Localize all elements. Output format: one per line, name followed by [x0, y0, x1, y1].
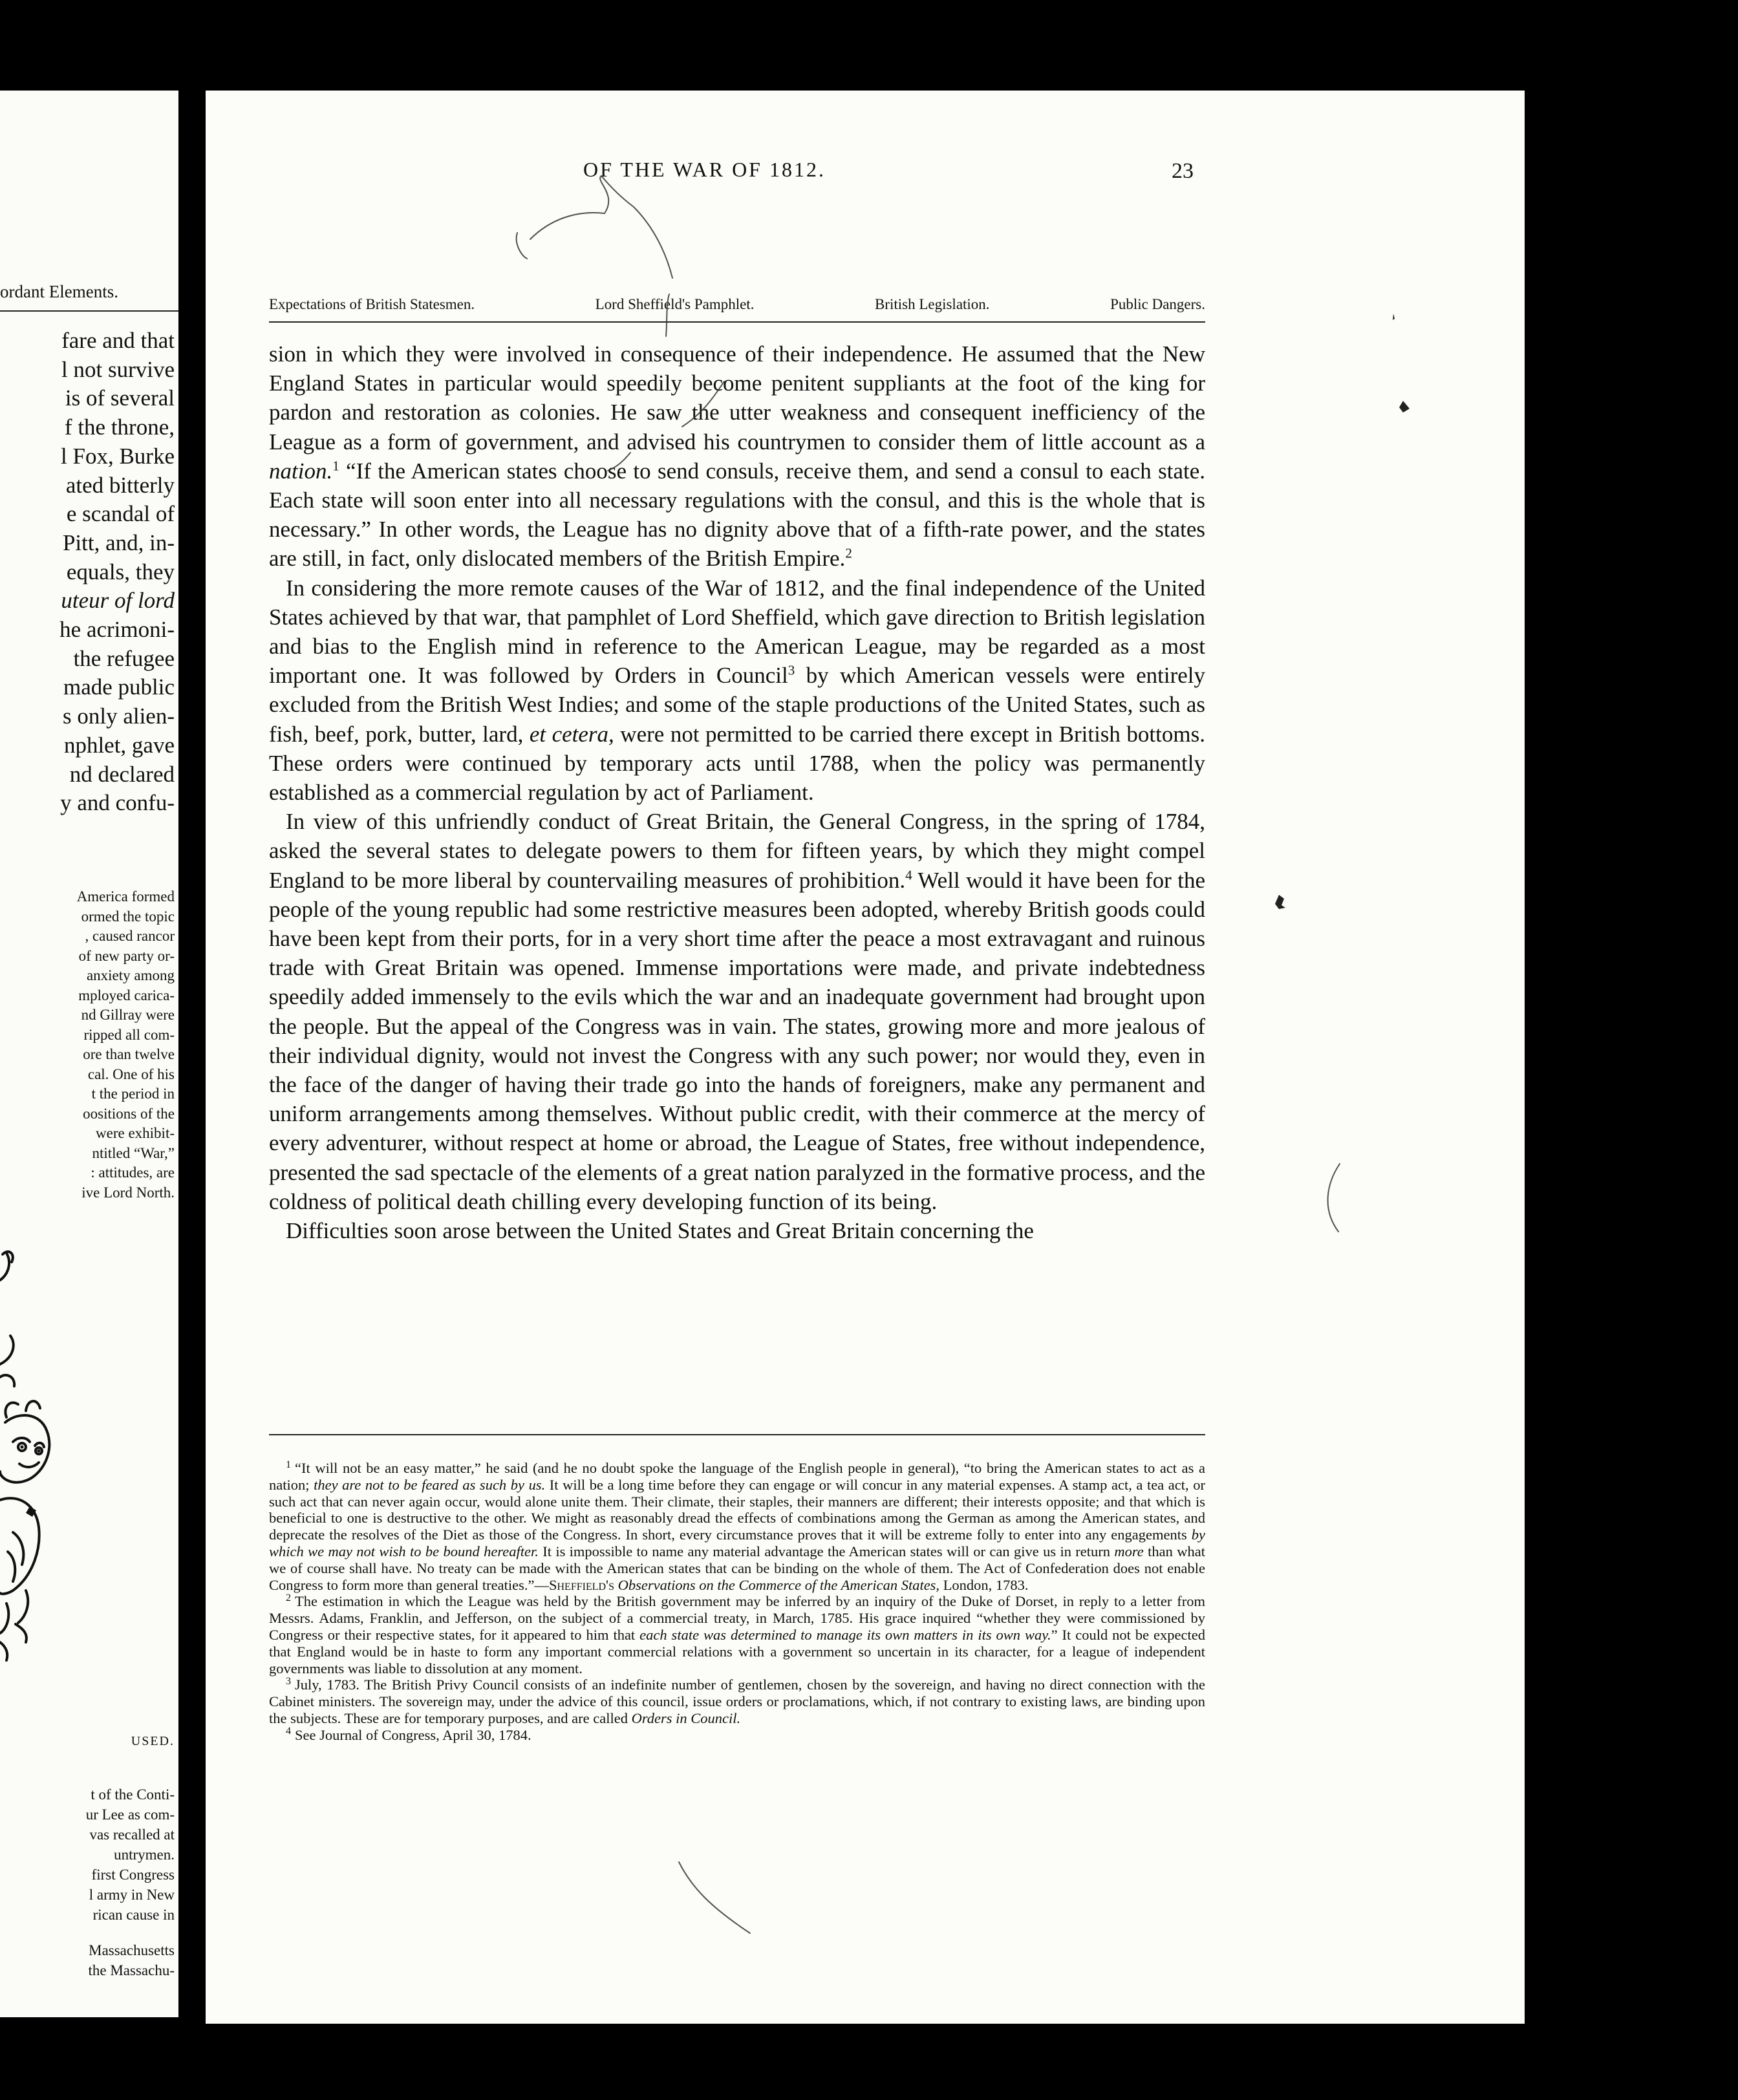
emphasis: each state was determined to manage its own matters in its own way.: [639, 1626, 1051, 1643]
left-line: y and confu-: [60, 790, 175, 816]
left-small-line: , caused rancor: [85, 928, 175, 944]
topic-item: Public Dangers.: [1110, 296, 1205, 312]
emphasis: et cetera,: [529, 721, 614, 747]
topic-item: Expectations of British Statesmen.: [269, 296, 475, 312]
left-line: nd declared: [69, 761, 175, 787]
footnote-text: than what we of course shall have. No treaty can be made with the American states that can be binding on the whole of them. The Act of Confederation does not enable Congress to form more than general treaties.”—: [269, 1543, 1206, 1593]
left-foot-line: Massachusetts: [89, 1942, 175, 1958]
left-line: he acrimoni-: [59, 617, 175, 643]
emphasis: nation.: [269, 458, 333, 484]
paragraph-text: Well would it have been for the people of the young republic had some restrictive measures been adopted, whereby British goods could have been kept from their ports, for in a very short time after the peace a most extravagant and ruinous trade with Great Britain was opened. Immense importations were made, and private indebtedness speedily added immensely to the evils which the war and an inadequate government had brought upon the people. But the appeal of the Congress was in vain. The states, growing more and more jealous of their individual dignity, would not invest the Congress with any such power; nor would they, even in the face of the danger of having their trade go into the hands of foreigners, make any permanent and uniform arrangements among themselves. Without public credit, with their commerce at the mercy of every adventurer, without respect at home or abroad, the League of States, free without independence, presented the sad spectacle of the elements of a great nation paralyzed in the formative process, and the coldness of political death chilling every developing function of its being.: [269, 867, 1206, 1214]
left-page-header: ordant Elements.: [0, 282, 118, 301]
left-line: Pitt, and, in-: [62, 530, 175, 555]
left-small-line: t the period in: [91, 1086, 175, 1102]
left-line: the refugee: [73, 645, 175, 671]
left-small-line: ore than twelve: [83, 1046, 175, 1062]
paragraph-text: were not permitted to be carried there except in British bottoms. These orders were continued by temporary acts until 1788, when the policy was permanently established as a commercial regulation by act of Parliament.: [269, 721, 1205, 806]
paragraph-text: Difficulties soon arose between the United States and Great Britain concerning the: [286, 1218, 1034, 1244]
running-title: OF THE WAR OF 1812.: [583, 158, 826, 181]
footnote-text: July, 1783. The British Privy Council consists of an indefinite number of gentlemen, chosen by the sovereign, and having no direct connection with the Cabinet ministers. The sovereign may, under the advice of this council, issue orders or proclamations, which, if not contrary to existing laws, are binding upon the subjects. These are for temporary purposes, and are called: [269, 1677, 1205, 1726]
left-small-line: anxiety among: [86, 967, 175, 983]
left-line: l Fox, Burke: [61, 443, 175, 469]
footnote-ref: 2: [845, 545, 852, 561]
emphasis: Orders in Council.: [631, 1709, 741, 1726]
paragraph-text: sion in which they were involved in consequence of their independence. He assumed that the New England States in particular would speedily become penitent suppliants at the foot of the king for pardon and restoration as colonies. He saw the utter weakness and consequent inefficiency of the League as a form of government, and advised his countrymen to consider them of little account as a: [269, 341, 1205, 455]
left-line: ated bitterly: [65, 472, 175, 498]
paragraph-text: by which American vessels were entirely excluded from the British West Indies; and some of the staple productions of the United States, such as fish, beef, pork, butter, lard,: [269, 663, 1206, 747]
footnote-mark: 4: [286, 1726, 291, 1737]
left-line-text: uteur of lord: [61, 588, 175, 614]
left-foot-line: first Congress: [91, 1867, 175, 1883]
footnote-mark: 1: [286, 1459, 291, 1470]
footnote-text: London, 1783.: [939, 1576, 1029, 1593]
footnote-text: It is impossible to name any material advantage the American states will or can give us in return: [538, 1543, 1115, 1559]
left-small-line: oositions of the: [83, 1105, 175, 1122]
footnote-ref: 1: [332, 458, 339, 474]
topic-item: British Legislation.: [874, 296, 990, 312]
paragraph-text: In considering the more remote causes of the War of 1812, and the final independence of the United States achieved by that war, that pamphlet of Lord Sheffield, which gave direction to British legislation and bias to the English mind in reference to the American League, may be regarded as a most important one. It was followed by Orders in Council: [269, 575, 1205, 689]
left-line: e scandal of: [66, 501, 175, 527]
paragraph-text: “If the American states choose to send consuls, receive them, and send a consul to each state. Each state will soon enter into all necessary regulations with the consul, and this is the whole that is necessary.” In other words, the League has no dignity above that of a fifth-rate power, and the states are still, in fact, only dislocated members of the British Empire.: [269, 458, 1205, 572]
left-small-line: of new party or-: [78, 947, 175, 964]
footnote-ref: 4: [905, 867, 912, 883]
left-foot-line: untrymen.: [114, 1847, 175, 1863]
left-foot-line: the Massachu-: [88, 1962, 175, 1978]
paragraph-text: In view of this unfriendly conduct of Great Britain, the General Congress, in the spring of 1784, asked the several states to delegate powers to them for fifteen years, by which they might compel England to be more liberal by countervailing measures of prohibition.: [269, 809, 1205, 893]
left-small-line: ripped all com-: [83, 1026, 175, 1043]
left-small-line: ntitled “War,”: [92, 1144, 175, 1161]
citation-title: Observations on the Commerce of the American States,: [617, 1576, 940, 1593]
footnote-text: It will be a long time before they can engage or will concur in any material expenses. A stamp act, a tea act, or such act that can never again occur, would alone unite them. Their climate, their staples, their manners are different; their interests opposite; and that which is beneficial to one is destructive to the other. We might as reasonably dread the effects of combinations among the German as among the American states, and deprecate the resolves of the Diet as those of the Congress. In short, every circumstance proves that it will be extreme folly to enter into any engagements: [269, 1476, 1205, 1543]
emphasis: more: [1114, 1543, 1144, 1559]
left-small-line: ormed the topic: [81, 908, 175, 925]
left-small-line: cal. One of his: [87, 1066, 175, 1082]
left-line: is of several: [65, 385, 175, 411]
left-line: fare and that: [61, 328, 175, 353]
left-foot-line: t of the Conti-: [91, 1786, 175, 1803]
topic-item: Lord Sheffield's Pamphlet.: [595, 296, 755, 312]
left-foot-line: l army in New: [89, 1887, 175, 1903]
author-smallcaps: Sheffield's: [548, 1576, 615, 1593]
left-small-line: America formed: [76, 888, 175, 905]
left-small-line: : attitudes, are: [91, 1164, 175, 1181]
left-line: made public: [63, 674, 175, 700]
left-line: equals, they: [66, 559, 175, 584]
left-foot-line: ur Lee as com-: [85, 1806, 175, 1823]
left-foot-line: rican cause in: [92, 1907, 175, 1923]
footnote-ref: 3: [788, 662, 795, 678]
page-number: 23: [1172, 159, 1194, 183]
left-small-line: were exhibit-: [96, 1125, 175, 1141]
left-small-line: ive Lord North.: [81, 1184, 175, 1201]
left-caption: USED.: [131, 1734, 175, 1748]
left-small-line: mployed carica-: [78, 987, 175, 1003]
left-line: nphlet, gave: [63, 732, 175, 758]
emphasis: by which we may not wish to be bound hereafter.: [269, 1527, 1205, 1559]
footnote-mark: 2: [286, 1592, 291, 1603]
footnote-text: The estimation in which the League was held by the British government may be inferred by an inquiry of the Duke of Dorset, in reply to a letter from Messrs. Adams, Franklin, and Jefferson, on the subject of a commercial treaty, in March, 1785. His grace inquired “whether they were commissioned by Congress or their respective states, for it appeared to him that: [269, 1593, 1205, 1643]
footnote-text: “It will not be an easy matter,” he said (and he no doubt spoke the language of the English people in general), “to bring the American states to act as a nation;: [269, 1460, 1205, 1493]
footnote-mark: 3: [286, 1675, 291, 1687]
footnote-text: ” It could not be expected that England would be in haste to form any important commercial relations with a government so uncertain in its character, for a league of independent governments was liable to dissolution at any moment.: [269, 1626, 1206, 1677]
left-line: f the throne,: [64, 414, 175, 440]
left-line: l not survive: [61, 356, 175, 382]
left-foot-line: vas recalled at: [89, 1827, 175, 1843]
footnote-text: See Journal of Congress, April 30, 1784.: [295, 1726, 531, 1743]
left-line: s only alien-: [62, 703, 175, 729]
left-small-line: nd Gillray were: [81, 1007, 175, 1023]
emphasis: they are not to be feared as such by us.: [314, 1476, 546, 1493]
